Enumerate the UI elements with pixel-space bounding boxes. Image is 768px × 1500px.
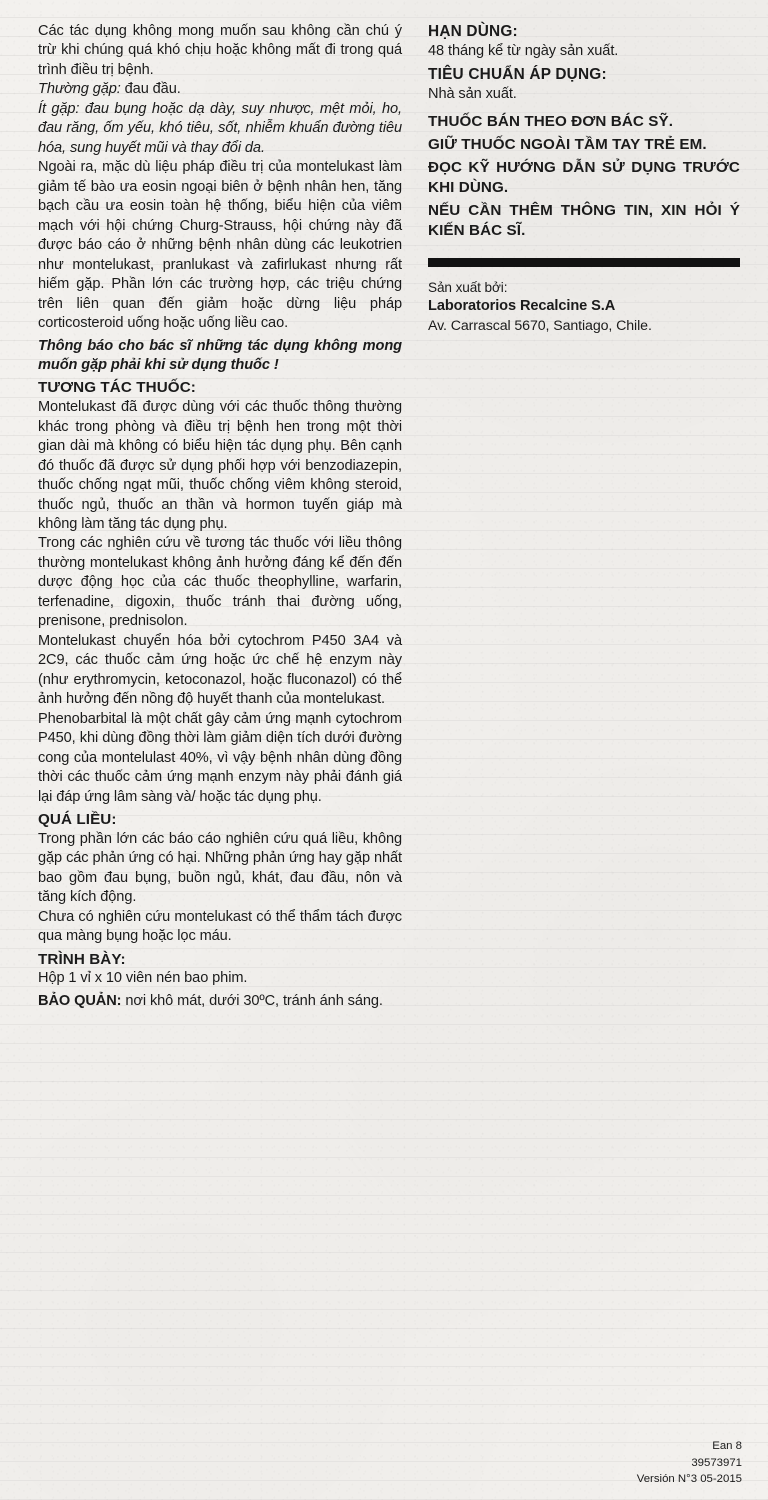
standard-text: Nhà sản xuất. <box>428 85 517 102</box>
frequency-uncommon-text: đau bụng hoặc dạ dày, suy nhược, mệt mỏi, ho, đau răng, ốm yếu, khó tiêu, sốt, nhiễm khuẩn đường tiêu hóa, sung huyết mũi và thay đổi da. <box>38 100 402 156</box>
footer-codes <box>637 1438 742 1488</box>
warning-keep-away-from-children: GIỮ THUỐC NGOÀI TẦM TAY TRẺ EM. <box>428 136 707 154</box>
section-heading-overdose: QUÁ LIỀU: <box>38 811 117 829</box>
footer-version: Versión N°3 05-2015 <box>636 1473 742 1486</box>
frequency-common-paragraph <box>38 80 402 99</box>
storage-text: nơi khô mát, dưới 30ºC, tránh ánh sáng. <box>121 992 383 1009</box>
frequency-uncommon-paragraph <box>38 100 402 158</box>
adverse-effects-continued-text: Các tác dụng không mong muốn sau không cần chú ý trừ khi chúng quá khó chịu hoặc không mất đi trong quá trình điều trị bệnh. <box>38 23 402 78</box>
section-heading-expiry: HẠN DÙNG: <box>428 23 518 40</box>
overdose-paragraph-2: Chưa có nghiên cứu montelukast có thể thẩm tách được qua màng bụng hoặc lọc máu. <box>38 908 402 945</box>
manufacturer-name: Laboratorios Recalcine S.A <box>428 297 616 314</box>
drug-interactions-paragraph-3: Montelukast chuyển hóa bởi cytochrom P450 3A4 và 2C9, các thuốc cảm ứng hoặc ức chế hệ enzym này (như erythromycin, ketoconazol, hoặc fluconazol) có thể ảnh hưởng đến nồng độ huyết thanh của montelukast. <box>38 632 402 708</box>
section-heading-presentation: TRÌNH BÀY: <box>38 950 126 968</box>
drug-interactions-paragraph-2: Trong các nghiên cứu về tương tác thuốc với liều thông thường montelukast không ảnh hưởng đáng kể đến đến dược động học của các thuốc theophylline, warfarin, terfenadine, digoxin, thuốc tránh thai đường uống, prenisone, prednisolon. <box>38 535 402 630</box>
overdose-paragraph-1: Trong phần lớn các báo cáo nghiên cứu quá liều, không gặp các phản ứng có hại. Những phản ứng hay gặp nhất bao gồm đau bụng, buồn ngủ, khát, đau đầu, nôn và tăng kích động. <box>38 830 402 906</box>
notify-doctor-notice: Thông báo cho bác sĩ những tác dụng không mong muốn gặp phải khi sử dụng thuốc ! <box>38 337 402 373</box>
right-column <box>428 22 740 1490</box>
drug-interactions-paragraph-1: Montelukast đã được dùng với các thuốc thông thường khác trong phòng và điều trị bệnh hen trong một thời gian dài mà không có biểu hiện tác dụng phụ. Bên cạnh đó thuốc đã được sử dụng phối hợp với benzodiazepin, thuốc chống ngạt mũi, thuốc chống viêm không steroid, thuốc ngủ, thuốc an thần và hormon tuyến giáp mà không làm tăng tác dụng phụ. <box>38 399 402 532</box>
storage-label: BẢO QUẢN: <box>38 992 122 1009</box>
warning-prescription-only: THUỐC BÁN THEO ĐƠN BÁC SỸ. <box>428 113 674 131</box>
section-heading-drug-interactions: TƯƠNG TÁC THUỐC: <box>38 379 196 397</box>
expiry-text: 48 tháng kể từ ngày sản xuất. <box>428 43 619 60</box>
manufacturer-label: Sản xuất bởi: <box>428 279 508 295</box>
presentation-text: Hộp 1 vỉ x 10 viên nén bao phim. <box>38 970 248 987</box>
manufacturer-address: Av. Carrascal 5670, Santiago, Chile. <box>428 317 652 334</box>
warning-read-instructions: ĐỌC KỸ HƯỚNG DẪN SỬ DỤNG TRƯỚC KHI DÙNG. <box>428 159 740 197</box>
footer-ean-label: Ean 8 <box>712 1440 742 1453</box>
left-column <box>38 22 402 1490</box>
warning-consult-doctor: NẾU CẦN THÊM THÔNG TIN, XIN HỎI Ý KIẾN BÁC SĨ. <box>428 202 740 240</box>
section-heading-standard: TIÊU CHUẨN ÁP DỤNG: <box>428 65 607 83</box>
eosinophil-churg-strauss-text: Ngoài ra, mặc dù liệu pháp điều trị của montelukast làm giảm tế bào ưa eosin ngoại biên ở bệnh nhân hen, tăng bạch cầu ưa eosin toàn hệ thống, biểu hiện của viêm mạch với hội chứng Churg-Strauss, hội chứng này đã được báo cáo ở những bệnh nhân dùng các leukotrien như montelukast, pranlukast và zafirlukast nhưng rất hiếm gặp. Phần lớn các trường hợp, các triệu chứng trên liên quan đến giảm hoặc dừng liệu pháp corticosteroid uống hoặc uống liều cao. <box>38 159 402 332</box>
frequency-uncommon-label: Ít gặp: <box>38 100 80 117</box>
drug-interactions-paragraph-4: Phenobarbital là một chất gây cảm ứng mạnh cytochrom P450, khi dùng đồng thời làm giảm diện tích dưới đường cong của montelulast 40%, vì vậy bệnh nhân dùng đồng thời các thuốc cảm ứng mạnh enzym này phải đánh giá lại đáp ứng lâm sàng và/ hoặc tác dụng phụ. <box>38 710 402 805</box>
frequency-common-text: đau đầu. <box>120 81 181 98</box>
section-divider-bar <box>428 258 740 267</box>
footer-ean-number: 39573971 <box>691 1456 742 1469</box>
frequency-common-label: Thường gặp: <box>38 81 121 98</box>
storage-paragraph <box>38 992 402 1011</box>
